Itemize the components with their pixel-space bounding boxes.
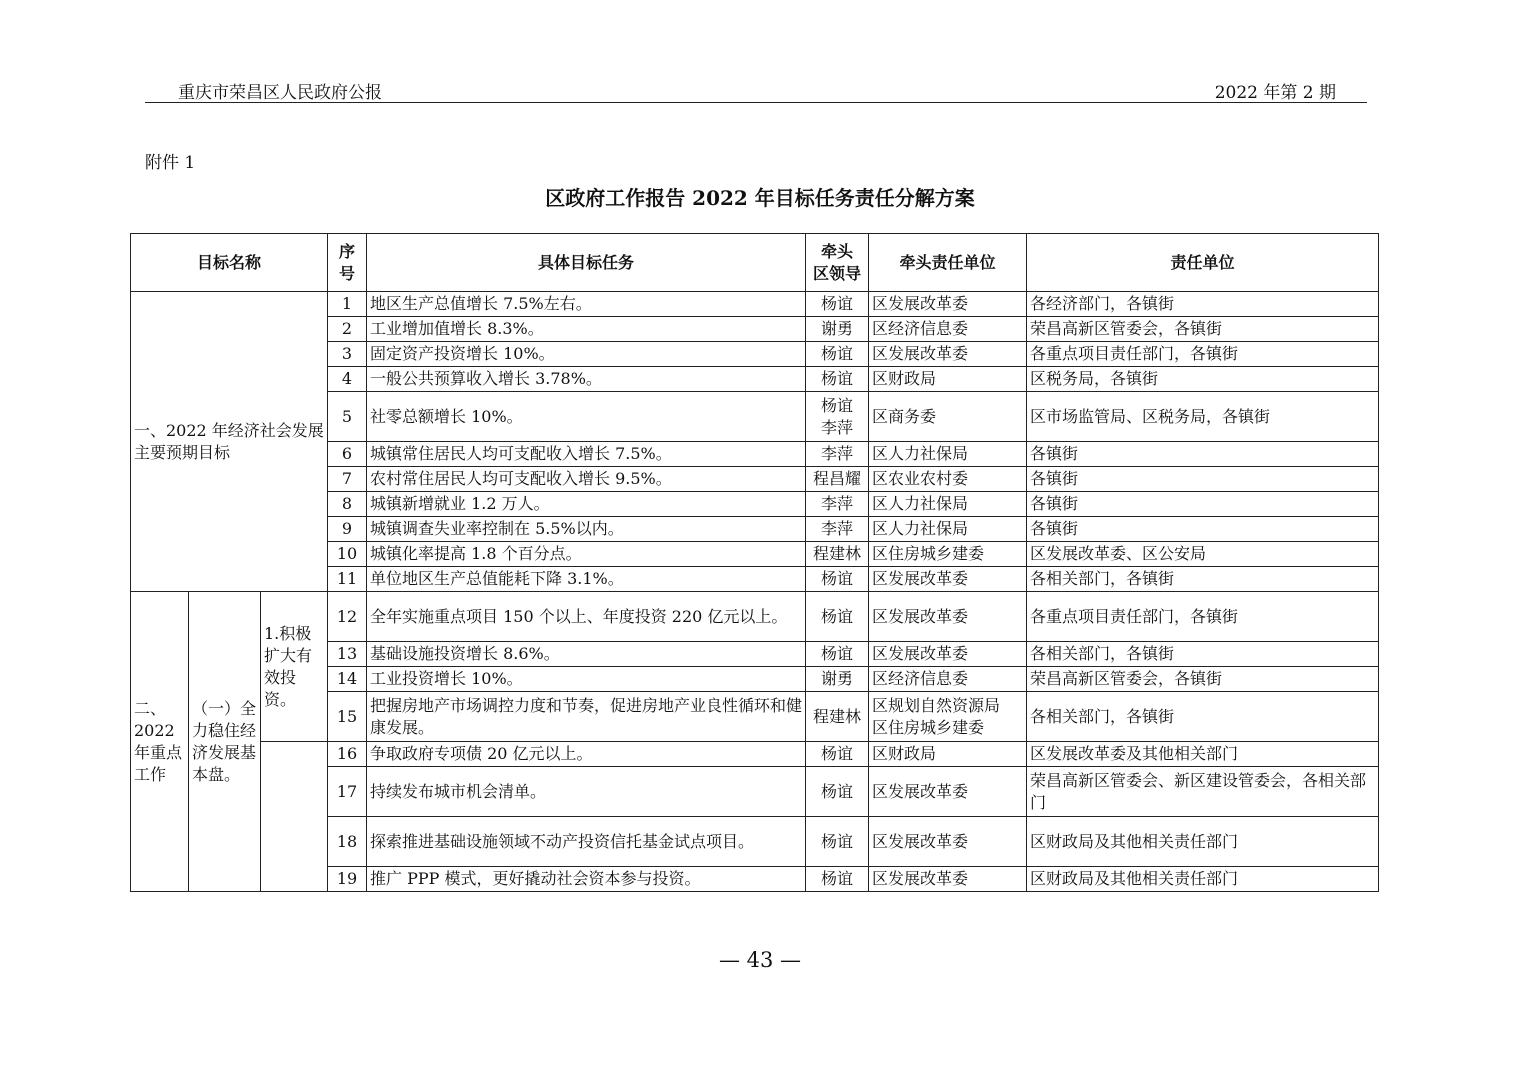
row-no: 19 (328, 867, 367, 892)
row-no: 11 (328, 567, 367, 592)
row-leader: 程建林 (806, 542, 869, 567)
row-resp-unit: 区市场监管局、区税务局，各镇街 (1027, 392, 1379, 442)
row-lead-unit: 区发展改革委 (869, 817, 1027, 867)
row-leader: 杨谊 (806, 742, 869, 767)
target-task-table (130, 233, 1379, 892)
row-no: 4 (328, 367, 367, 392)
table-row (131, 742, 1379, 767)
row-leader: 杨谊 (806, 567, 869, 592)
row-no: 1 (328, 292, 367, 317)
row-leader: 杨谊 (806, 867, 869, 892)
row-task: 固定资产投资增长 10%。 (367, 342, 806, 367)
row-leader: 李萍 (806, 517, 869, 542)
row-resp-unit: 区财政局及其他相关责任部门 (1027, 867, 1379, 892)
row-task: 基础设施投资增长 8.6%。 (367, 642, 806, 667)
row-no: 3 (328, 342, 367, 367)
header-leader-line1: 牵头 (820, 241, 853, 261)
row-leader: 杨谊 (806, 342, 869, 367)
row-no: 15 (328, 692, 367, 742)
row-lead-unit: 区发展改革委 (869, 342, 1027, 367)
row-resp-unit: 区发展改革委及其他相关部门 (1027, 742, 1379, 767)
row-task: 把握房地产市场调控力度和节奏，促进房地产业良性循环和健康发展。 (367, 692, 806, 742)
row-lead-unit: 区商务委 (869, 392, 1027, 442)
row-leader: 李萍 (806, 442, 869, 467)
row-leader: 程建林 (806, 692, 869, 742)
row-lead-unit: 区发展改革委 (869, 642, 1027, 667)
row-leader-2: 李萍 (820, 417, 853, 437)
row-no: 7 (328, 467, 367, 492)
document-title: 区政府工作报告 2022 年目标任务责任分解方案 (545, 186, 975, 210)
row-task: 一般公共预算收入增长 3.78%。 (367, 367, 806, 392)
row-task: 推广 PPP 模式，更好撬动社会资本参与投资。 (367, 867, 806, 892)
journal-name: 重庆市荣昌区人民政府公报 (178, 83, 382, 103)
attachment-label: 附件 1 (145, 153, 196, 173)
group2-level3-cell: 1.积极扩大有效投资。 (261, 592, 328, 742)
row-resp-unit: 各镇街 (1027, 442, 1379, 467)
row-resp-unit: 区发展改革委、区公安局 (1027, 542, 1379, 567)
row-leader: 谢勇 (806, 317, 869, 342)
row-resp-unit: 各相关部门，各镇街 (1027, 642, 1379, 667)
row-lead-unit: 区财政局 (869, 742, 1027, 767)
row-resp-unit: 各重点项目责任部门，各镇街 (1027, 342, 1379, 367)
header-seq-line2: 号 (338, 263, 355, 283)
header-leader (806, 234, 869, 292)
row-resp-unit: 各相关部门，各镇街 (1027, 692, 1379, 742)
header-target-name: 目标名称 (131, 234, 328, 292)
row-no: 14 (328, 667, 367, 692)
row-lead-unit-1: 区规划自然资源局 (872, 695, 1001, 715)
table-row (131, 592, 1379, 642)
header-rule (145, 102, 1367, 103)
row-lead-unit: 区农业农村委 (869, 467, 1027, 492)
row-task: 持续发布城市机会清单。 (367, 767, 806, 817)
row-leader: 杨谊 (806, 292, 869, 317)
row-no: 9 (328, 517, 367, 542)
row-task: 全年实施重点项目 150 个以上、年度投资 220 亿元以上。 (367, 592, 806, 642)
group2-level1-cell: 二、2022 年重点工作 (131, 592, 189, 892)
row-lead-unit: 区发展改革委 (869, 592, 1027, 642)
row-leader: 杨谊 (806, 767, 869, 817)
row-resp-unit: 区财政局及其他相关责任部门 (1027, 817, 1379, 867)
header-seq-line1: 序 (338, 241, 355, 261)
row-leader-1: 杨谊 (820, 395, 853, 415)
row-no: 10 (328, 542, 367, 567)
row-resp-unit: 区税务局，各镇街 (1027, 367, 1379, 392)
row-lead-unit: 区人力社保局 (869, 492, 1027, 517)
row-no: 17 (328, 767, 367, 817)
row-lead-unit (869, 692, 1027, 742)
row-lead-unit: 区人力社保局 (869, 442, 1027, 467)
header-resp-unit: 责任单位 (1027, 234, 1379, 292)
group2-level2-cell: （一）全力稳住经济发展基本盘。 (189, 592, 261, 892)
row-task: 工业增加值增长 8.3%。 (367, 317, 806, 342)
row-lead-unit: 区发展改革委 (869, 292, 1027, 317)
row-leader: 谢勇 (806, 667, 869, 692)
row-leader: 杨谊 (806, 642, 869, 667)
row-resp-unit: 荣昌高新区管委会、新区建设管委会，各相关部门 (1027, 767, 1379, 817)
row-resp-unit: 各镇街 (1027, 517, 1379, 542)
row-task: 城镇化率提高 1.8 个百分点。 (367, 542, 806, 567)
row-no: 8 (328, 492, 367, 517)
row-lead-unit: 区住房城乡建委 (869, 542, 1027, 567)
row-task: 城镇调查失业率控制在 5.5%以内。 (367, 517, 806, 542)
row-task: 城镇新增就业 1.2 万人。 (367, 492, 806, 517)
table-header-row (131, 234, 1379, 292)
row-leader (806, 392, 869, 442)
row-lead-unit: 区发展改革委 (869, 867, 1027, 892)
issue-number: 2022 年第 2 期 (1214, 83, 1336, 103)
row-task: 工业投资增长 10%。 (367, 667, 806, 692)
row-leader: 杨谊 (806, 367, 869, 392)
row-resp-unit: 荣昌高新区管委会，各镇街 (1027, 317, 1379, 342)
row-no: 16 (328, 742, 367, 767)
row-lead-unit: 区发展改革委 (869, 767, 1027, 817)
row-resp-unit: 各镇街 (1027, 492, 1379, 517)
table-row (131, 292, 1379, 317)
row-resp-unit: 各相关部门，各镇街 (1027, 567, 1379, 592)
row-task: 农村常住居民人均可支配收入增长 9.5%。 (367, 467, 806, 492)
row-no: 18 (328, 817, 367, 867)
row-no: 13 (328, 642, 367, 667)
group2-level3-empty-cell (261, 742, 328, 892)
row-task: 社零总额增长 10%。 (367, 392, 806, 442)
row-no: 2 (328, 317, 367, 342)
row-lead-unit: 区财政局 (869, 367, 1027, 392)
row-task: 地区生产总值增长 7.5%左右。 (367, 292, 806, 317)
row-leader: 李萍 (806, 492, 869, 517)
row-resp-unit: 各经济部门，各镇街 (1027, 292, 1379, 317)
table-body (131, 234, 1379, 892)
header-seq (328, 234, 367, 292)
row-task: 城镇常住居民人均可支配收入增长 7.5%。 (367, 442, 806, 467)
row-no: 5 (328, 392, 367, 442)
row-task: 探索推进基础设施领域不动产投资信托基金试点项目。 (367, 817, 806, 867)
header-leader-line2: 区领导 (812, 263, 861, 283)
row-task: 单位地区生产总值能耗下降 3.1%。 (367, 567, 806, 592)
row-lead-unit-2: 区住房城乡建委 (872, 717, 985, 737)
row-leader: 杨谊 (806, 817, 869, 867)
header-task: 具体目标任务 (367, 234, 806, 292)
row-lead-unit: 区经济信息委 (869, 667, 1027, 692)
row-task: 争取政府专项债 20 亿元以上。 (367, 742, 806, 767)
row-resp-unit: 各重点项目责任部门，各镇街 (1027, 592, 1379, 642)
row-leader: 杨谊 (806, 592, 869, 642)
row-leader: 程昌耀 (806, 467, 869, 492)
page-number: — 43 — (718, 948, 802, 972)
row-resp-unit: 荣昌高新区管委会，各镇街 (1027, 667, 1379, 692)
row-no: 12 (328, 592, 367, 642)
row-lead-unit: 区经济信息委 (869, 317, 1027, 342)
row-no: 6 (328, 442, 367, 467)
row-resp-unit: 各镇街 (1027, 467, 1379, 492)
group1-cell: 一、2022 年经济社会发展主要预期目标 (131, 292, 328, 592)
row-lead-unit: 区人力社保局 (869, 517, 1027, 542)
row-lead-unit: 区发展改革委 (869, 567, 1027, 592)
header-lead-unit: 牵头责任单位 (869, 234, 1027, 292)
